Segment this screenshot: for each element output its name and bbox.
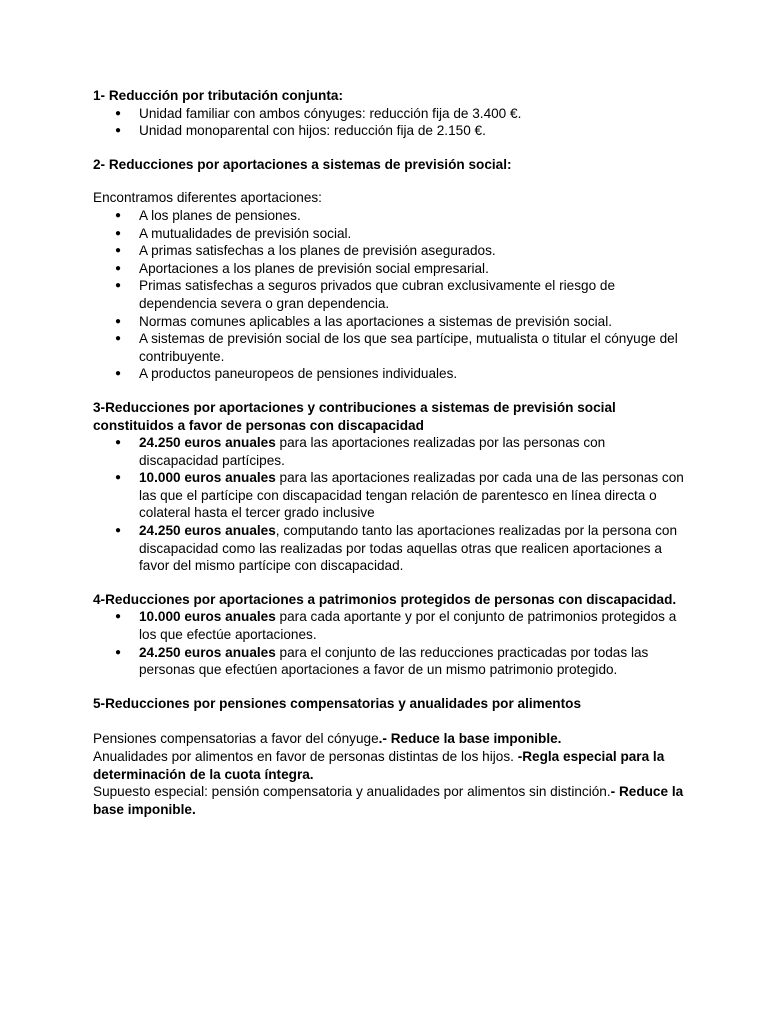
- body-line: [93, 783, 688, 818]
- amount-label: 24.250 euros anuales: [139, 523, 276, 539]
- list-item: [93, 469, 688, 522]
- item-text: para las aportaciones realizadas por las personas con discapacidad partícipes.: [139, 435, 606, 468]
- list-item: ● Unidad monoparental con hijos: reducción fija de 2.150 €.: [93, 122, 688, 140]
- list-item: ● Normas comunes aplicables a las aportaciones a sistemas de previsión social.: [93, 313, 688, 331]
- section-3-list: [93, 434, 688, 575]
- list-item: ● A los planes de pensiones.: [93, 207, 688, 225]
- body-line: [93, 730, 688, 748]
- item-text: para cada aportante y por el conjunto de patrimonios protegidos a los que efectúe aportaciones.: [139, 609, 677, 643]
- amount-label: 24.250 euros anuales: [139, 435, 276, 451]
- list-item: [93, 644, 688, 679]
- line-text: Anualidades por alimentos en favor de personas distintas de los hijos.: [93, 749, 518, 764]
- section-1-list: [93, 105, 688, 140]
- list-item: ● Primas satisfechas a seguros privados que cubran exclusivamente el riesgo de dependencia severa o gran dependencia.: [93, 277, 688, 312]
- section-3-heading: 3-Reducciones por aportaciones y contribuciones a sistemas de previsión social constituidos a favor de personas con discapacidad: [93, 399, 616, 433]
- list-item: ● A productos paneuropeos de pensiones individuales.: [93, 365, 688, 383]
- list-item: ● Unidad familiar con ambos cónyuges: reducción fija de 3.400 €.: [93, 105, 688, 123]
- list-item: ● A mutualidades de previsión social.: [93, 225, 688, 243]
- list-item: ● Aportaciones a los planes de previsión social empresarial.: [93, 260, 688, 278]
- body-line: [93, 748, 688, 783]
- amount-label: 10.000 euros anuales: [139, 609, 276, 625]
- amount-label: 10.000 euros anuales: [139, 470, 276, 486]
- section-4-heading: 4-Reducciones por aportaciones a patrimonios protegidos de personas con discapacidad.: [93, 591, 677, 607]
- list-item: ● A primas satisfechas a los planes de previsión asegurados.: [93, 242, 688, 260]
- section-5-body: [93, 730, 688, 818]
- section-5-heading: 5-Reducciones por pensiones compensatorias y anualidades por alimentos: [93, 695, 582, 711]
- item-text: para las aportaciones realizadas por cada una de las personas con las que el partícipe con discapacidad tengan relación de parentesco en línea directa o colateral hasta el tercer grado inclusive: [139, 470, 684, 521]
- item-text: , computando tanto las aportaciones realizadas por la persona con discapacidad como las realizadas por todas aquellas otras que realicen aportaciones a favor del mismo partícipe con discapacidad.: [139, 523, 678, 574]
- section-2-intro: Encontramos diferentes aportaciones:: [93, 190, 322, 206]
- line-text: Supuesto especial: pensión compensatoria y anualidades por alimentos sin distinción.: [93, 784, 611, 800]
- list-item: [93, 434, 688, 469]
- item-text: para el conjunto de las reducciones practicadas por todas las personas que efectúen aportaciones a favor de un mismo patrimonio protegido.: [139, 644, 649, 678]
- section-1-heading: 1- Reducción por tributación conjunta:: [93, 88, 343, 103]
- amount-label: 24.250 euros anuales: [139, 644, 276, 660]
- line-emphasis: - Reduce la base imponible.: [93, 784, 684, 817]
- line-emphasis: .- Reduce la base imponible.: [378, 731, 562, 747]
- list-item: [93, 522, 688, 575]
- list-item: [93, 608, 688, 643]
- line-emphasis: -Regla especial para la determinación de la cuota íntegra.: [93, 749, 665, 782]
- section-2-list: [93, 207, 688, 383]
- line-text: Pensiones compensatorias a favor del cónyuge: [93, 731, 379, 747]
- section-2-heading: 2- Reducciones por aportaciones a sistemas de previsión social:: [93, 156, 512, 172]
- list-item: ● A sistemas de previsión social de los que sea partícipe, mutualista o titular el cónyuge del contribuyente.: [93, 330, 688, 365]
- section-4-list: [93, 608, 688, 678]
